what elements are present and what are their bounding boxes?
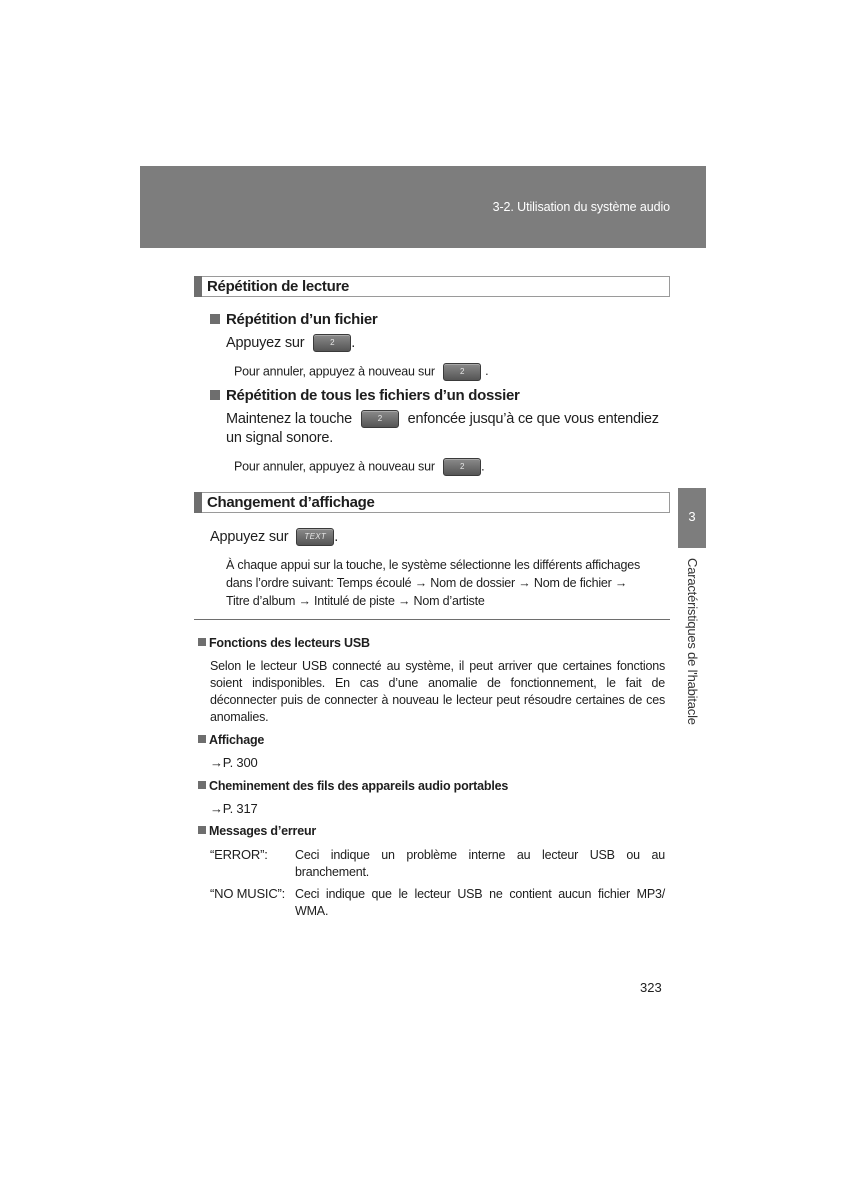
preset-2-button[interactable]: 2: [313, 334, 351, 352]
square-bullet-icon: [210, 314, 220, 324]
note-heading-text: Cheminement des fils des appareils audio portables: [209, 779, 509, 793]
note-heading-errors: [198, 824, 316, 838]
section-title: Changement d’affichage: [207, 494, 375, 511]
note-heading-text: Affichage: [209, 733, 265, 747]
instruction-file-repeat: Appuyez sur 2 .: [226, 334, 356, 351]
instruction-text: Appuyez sur: [226, 334, 305, 351]
description-line: dans l’ordre suivant: Temps écoulé → Nom de dossier → Nom de fichier →: [226, 576, 628, 590]
section-header-display: [194, 492, 670, 513]
description-line: À chaque appui sur la touche, le système sélectionne les différents affichages: [226, 558, 641, 572]
description-line: Titre d’album → Intitulé de piste → Nom d’artiste: [226, 594, 485, 608]
cancel-text: Pour annuler, appuyez à nouveau sur: [234, 364, 435, 379]
square-bullet-icon: [198, 826, 206, 834]
square-bullet-icon: [198, 781, 206, 789]
instruction-display: Appuyez sur TEXT .: [210, 528, 339, 545]
note-heading-usb: [198, 636, 370, 650]
section-header-bar: [194, 276, 202, 297]
section-path: 3-2. Utilisation du système audio: [492, 200, 670, 214]
subheading-file-repeat: [210, 311, 377, 328]
divider: [194, 619, 670, 620]
chapter-number: 3: [688, 509, 696, 524]
subheading-text: Répétition de tous les fichiers d’un dossier: [226, 387, 520, 404]
preset-2-button[interactable]: 2: [443, 363, 481, 381]
instruction-text: enfoncée jusqu’à ce que vous entendiez: [407, 410, 659, 427]
preset-2-button[interactable]: 2: [443, 458, 481, 476]
subheading-folder-repeat: [210, 387, 520, 404]
preset-2-button[interactable]: 2: [361, 410, 399, 428]
page-number: 323: [640, 980, 662, 995]
cancel-note-file: Pour annuler, appuyez à nouveau sur 2 .: [234, 363, 488, 381]
cancel-text: Pour annuler, appuyez à nouveau sur: [234, 459, 435, 474]
page-reference-link[interactable]: →P. 317: [210, 801, 258, 816]
error-description: Ceci indique que le lecteur USB ne contient aucun fichier MP3/ WMA.: [295, 887, 665, 918]
square-bullet-icon: [210, 390, 220, 400]
subheading-text: Répétition d’un fichier: [226, 311, 378, 328]
note-heading-text: Messages d’erreur: [209, 824, 317, 838]
display-description: [226, 556, 640, 610]
chapter-title: Caractéristiques de l'habitacle: [685, 558, 700, 725]
note-usb-text: Selon le lecteur USB connecté au système, il peut arriver que certaines fonctions soient indisponibles. En cas d’une anomalie de fonctionnement, le fait de déconnecter puis de connecter à nouveau le lecteur peut résoudre certaines de ces anomalies.: [210, 659, 665, 724]
note-heading-cables: [198, 779, 508, 793]
section-header-repetition: [194, 276, 670, 297]
instruction-text: Appuyez sur: [210, 528, 289, 545]
note-heading-text: Fonctions des lecteurs USB: [209, 636, 370, 650]
instruction-folder-repeat: [226, 410, 659, 428]
section-title: Répétition de lecture: [207, 278, 350, 295]
text-button[interactable]: TEXT: [296, 528, 334, 546]
square-bullet-icon: [198, 638, 206, 646]
error-description: Ceci indique un problème interne au lecteur USB ou au branchement.: [295, 848, 665, 879]
note-heading-display: [198, 733, 264, 747]
section-header-bar: [194, 492, 202, 513]
page-reference-link[interactable]: →P. 300: [210, 755, 258, 770]
error-code: “NO MUSIC”:: [210, 886, 286, 901]
error-code: “ERROR”:: [210, 847, 268, 862]
header-band: [140, 166, 706, 248]
instruction-folder-repeat-cont: un signal sonore.: [226, 430, 334, 446]
chapter-tab: [678, 488, 706, 548]
instruction-text: Maintenez la touche: [226, 410, 352, 427]
cancel-note-folder: Pour annuler, appuyez à nouveau sur 2 .: [234, 458, 484, 476]
square-bullet-icon: [198, 735, 206, 743]
